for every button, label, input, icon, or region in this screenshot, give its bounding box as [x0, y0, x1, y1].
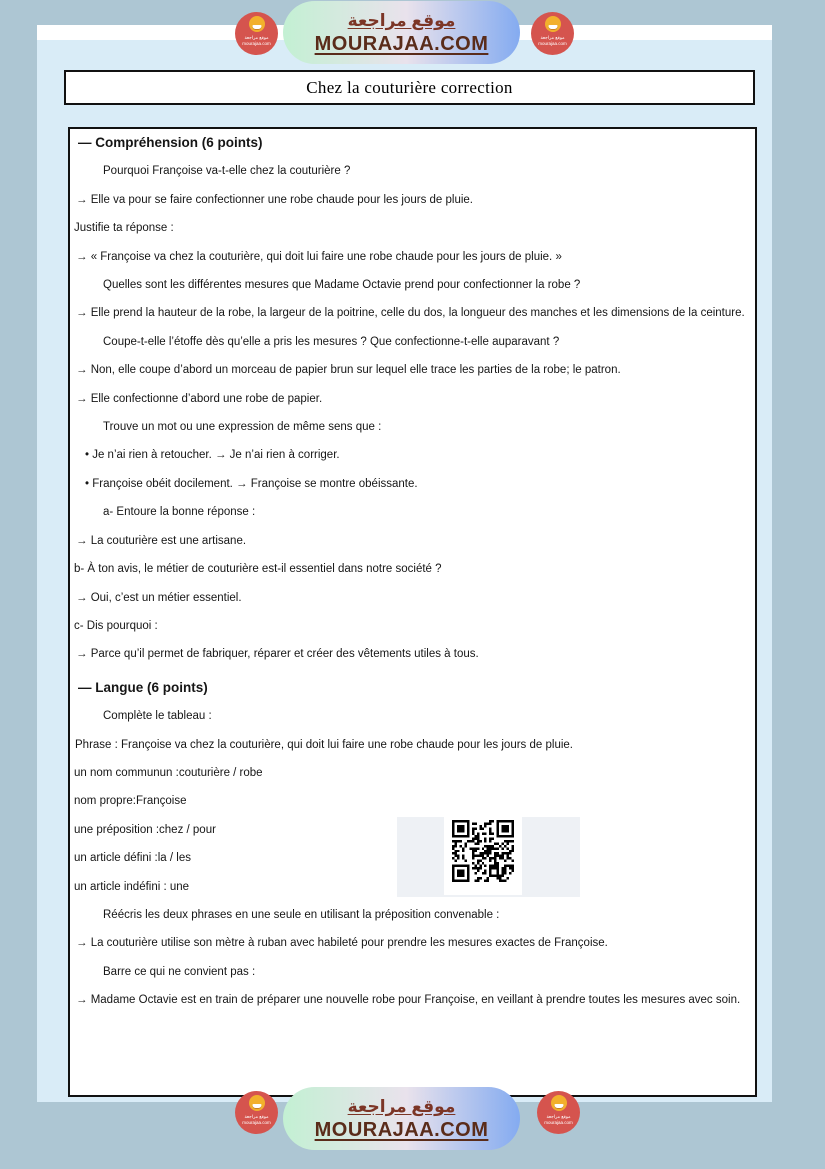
text-line: • Françoise obéit docilement. → Françoise se montre obéissante.: [85, 477, 418, 490]
text-line: → Elle va pour se faire confectionner une robe chaude pour les jours de pluie.: [76, 193, 473, 206]
text-line: Complète le tableau :: [103, 710, 212, 723]
text-line: Trouve un mot ou une expression de même sens que :: [103, 421, 382, 434]
text-line: un article défini :la / les: [74, 852, 191, 865]
text-line: • Je n’ai rien à retoucher. → Je n’ai rien à corriger.: [85, 449, 340, 462]
text-line: → Madame Octavie est en train de préparer une nouvelle robe pour Françoise, en veillant à prendre toutes les mesures avec soin.: [76, 994, 741, 1007]
page-title: [64, 70, 755, 105]
site-domain-link[interactable]: MOURAJAA.COM: [314, 32, 489, 55]
text-line: nom propre:Françoise: [74, 795, 187, 808]
text-line: → Oui, c’est un métier essentiel.: [76, 591, 242, 604]
text-line: a- Entoure la bonne réponse :: [103, 506, 256, 519]
badge-arabic-label: موقع مراجعة: [546, 1114, 571, 1119]
text-line: une préposition :chez / pour: [74, 823, 216, 836]
book-icon: [252, 1104, 261, 1109]
text-line: un article indéfini : une: [74, 880, 190, 893]
text-line: → Non, elle coupe d’abord un morceau de papier brun sur lequel elle trace les parties de la robe; le patron.: [76, 364, 621, 377]
text-line: un nom communun :couturière / robe: [74, 766, 263, 779]
qr-code: [452, 820, 514, 882]
text-line: → Elle prend la hauteur de la robe, la largeur de la poitrine, celle du dos, la longueur des manches et les dimensions de la ceinture.: [76, 307, 745, 320]
site-name-arabic[interactable]: موقع مراجعة: [347, 10, 456, 30]
site-name-arabic[interactable]: موقع مراجعة: [347, 1096, 456, 1116]
logo-circle-icon: [545, 16, 561, 32]
worksheet-content-box: [68, 127, 757, 1097]
text-line: Phrase : Françoise va chez la couturière, qui doit lui faire une robe chaude pour les jours de pluie.: [75, 738, 573, 751]
logo-badge-top-left[interactable]: [235, 12, 278, 55]
content-lines: [70, 129, 755, 1095]
qr-panel: [397, 817, 580, 897]
text-line: → La couturière est une artisane.: [76, 534, 247, 547]
logo-circle-icon: [249, 16, 265, 32]
badge-arabic-label: موقع مراجعة: [244, 1114, 269, 1119]
site-banner-bottom[interactable]: [283, 1087, 520, 1150]
text-line: — Langue (6 points): [78, 679, 208, 695]
badge-domain-label: mourajaa.com: [538, 41, 567, 46]
book-icon: [548, 25, 557, 30]
site-banner-top[interactable]: [283, 1, 520, 64]
book-icon: [252, 25, 261, 30]
qr-card: [444, 808, 522, 895]
text-line: b- À ton avis, le métier de couturière est-il essentiel dans notre société ?: [74, 563, 442, 576]
logo-badge-bottom-right[interactable]: [537, 1091, 580, 1134]
badge-domain-label: mourajaa.com: [242, 1120, 271, 1125]
text-line: Coupe-t-elle l’étoffe dès qu’elle a pris les mesures ? Que confectionne-t-elle auparavant ?: [103, 335, 560, 348]
badge-domain-label: mourajaa.com: [242, 41, 271, 46]
book-icon: [554, 1104, 563, 1109]
page-title-text: Chez la couturière correction: [306, 77, 513, 97]
badge-domain-label: mourajaa.com: [544, 1120, 573, 1125]
text-line: c- Dis pourquoi :: [74, 619, 158, 632]
logo-badge-top-right[interactable]: [531, 12, 574, 55]
text-line: Pourquoi Françoise va-t-elle chez la couturière ?: [103, 165, 351, 178]
text-line: → La couturière utilise son mètre à ruban avec habileté pour prendre les mesures exactes de Françoise.: [76, 937, 608, 950]
logo-badge-bottom-left[interactable]: [235, 1091, 278, 1134]
logo-circle-icon: [551, 1095, 567, 1111]
site-domain-link[interactable]: MOURAJAA.COM: [314, 1118, 489, 1141]
badge-arabic-label: موقع مراجعة: [540, 35, 565, 40]
text-line: — Compréhension (6 points): [78, 135, 263, 150]
text-line: Justifie ta réponse :: [74, 222, 174, 235]
text-line: → « Françoise va chez la couturière, qui doit lui faire une robe chaude pour les jours de pluie. »: [76, 250, 562, 263]
logo-circle-icon: [249, 1095, 265, 1111]
text-line: Barre ce qui ne convient pas :: [103, 965, 256, 978]
text-line: → Parce qu’il permet de fabriquer, réparer et créer des vêtements utiles à tous.: [76, 648, 479, 661]
text-line: Réécris les deux phrases en une seule en utilisant la préposition convenable :: [103, 908, 500, 921]
badge-arabic-label: موقع مراجعة: [244, 35, 269, 40]
text-line: Quelles sont les différentes mesures que Madame Octavie prend pour confectionner la robe ?: [103, 279, 581, 292]
text-line: → Elle confectionne d’abord une robe de papier.: [76, 392, 323, 405]
